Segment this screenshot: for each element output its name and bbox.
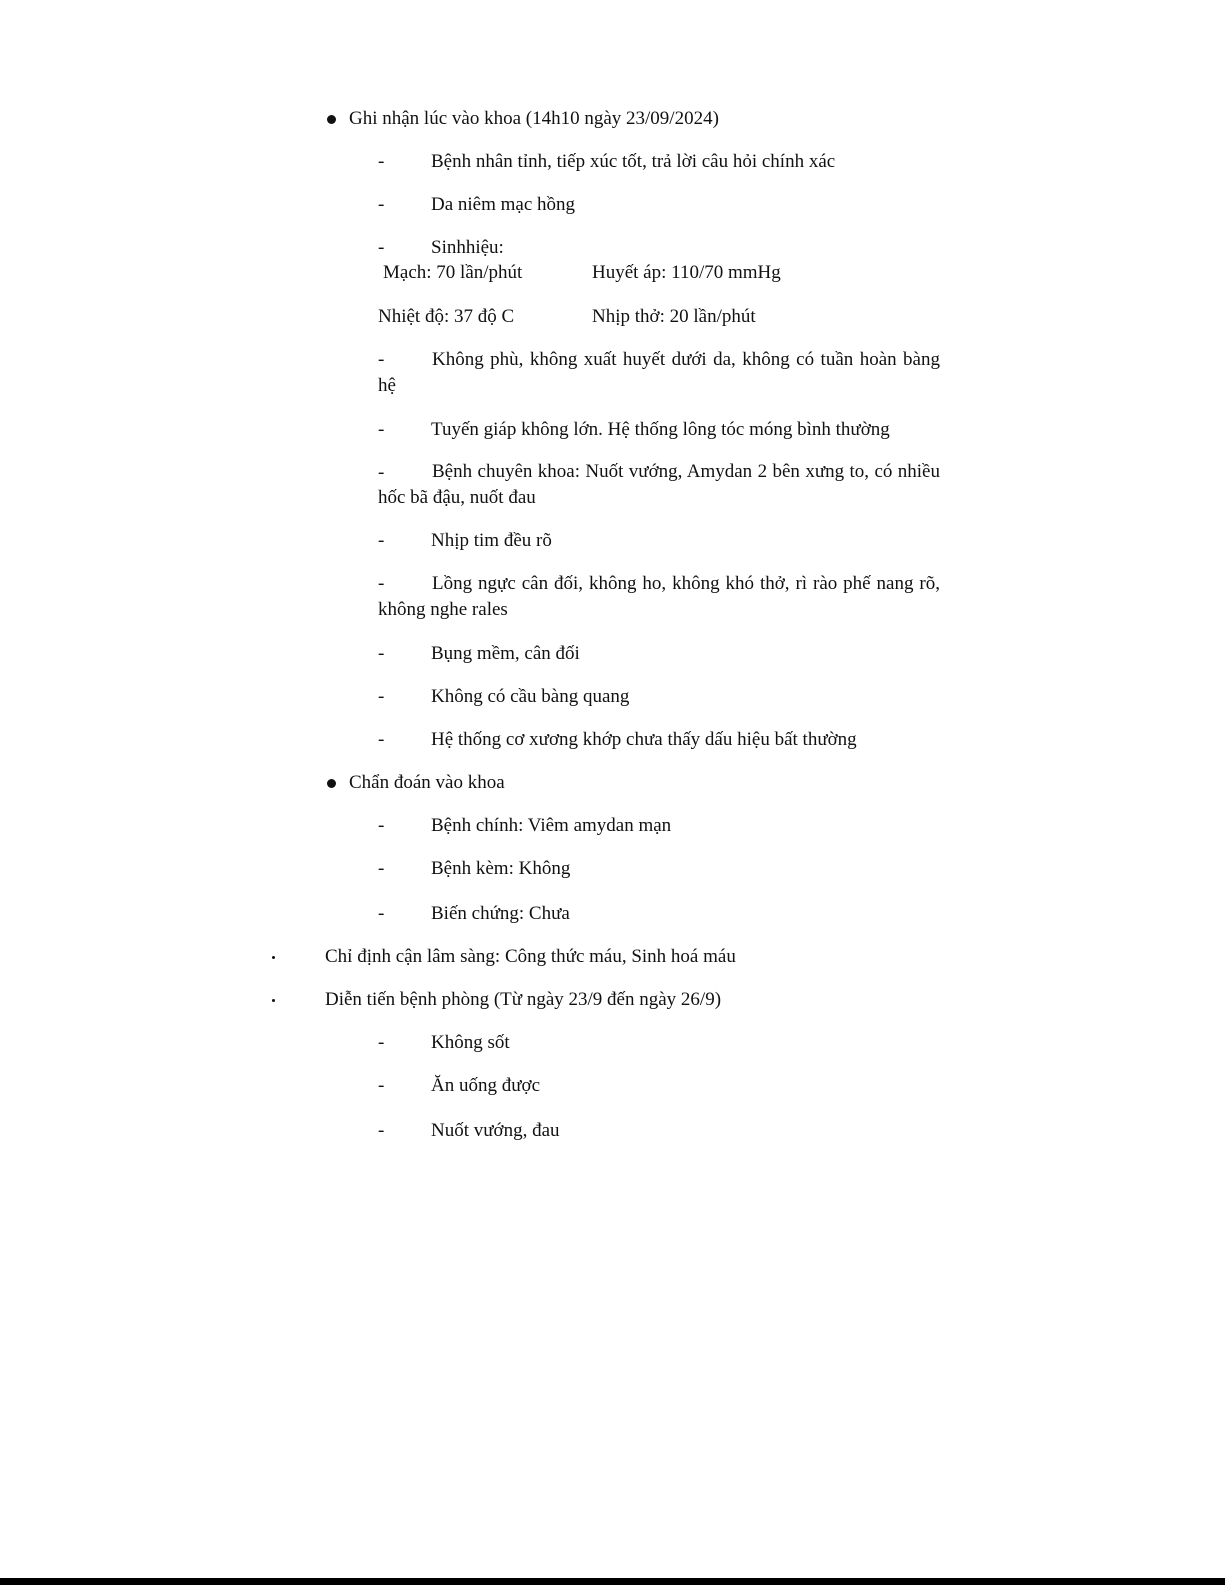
dash-marker: - bbox=[378, 1075, 385, 1096]
dash-marker: - bbox=[378, 151, 385, 172]
dash-marker: - bbox=[378, 903, 385, 924]
item-specialty bbox=[378, 459, 940, 511]
dash-marker: - bbox=[378, 1120, 385, 1141]
diagnosis-main: Bệnh chính: Viêm amydan mạn bbox=[431, 815, 672, 836]
item-edema bbox=[378, 347, 940, 399]
dash-marker: - bbox=[378, 1032, 385, 1053]
page-bottom-border bbox=[0, 1578, 1225, 1585]
item-thyroid: Tuyến giáp không lớn. Hệ thống lông tóc móng bình thường bbox=[431, 419, 890, 440]
bullet-icon bbox=[327, 115, 336, 124]
dash-marker: - bbox=[378, 686, 385, 707]
dash-marker: - bbox=[378, 729, 385, 750]
dash-marker: - bbox=[378, 815, 385, 836]
bullet-icon bbox=[327, 779, 336, 788]
dash-marker: - bbox=[378, 419, 385, 440]
dash-marker: - bbox=[378, 349, 385, 370]
item-edema-text: Không phù, không xuất huyết dưới da, không có tuần hoàn bàng hệ bbox=[378, 349, 940, 396]
dash-marker: - bbox=[378, 858, 385, 879]
item-lungs-text: Lồng ngực cân đối, không ho, không khó thở, rì rào phế nang rõ, không nghe rales bbox=[378, 573, 940, 620]
item-specialty-text: Bệnh chuyên khoa: Nuốt vướng, Amydan 2 bên xưng to, có nhiều hốc bã đậu, nuốt đau bbox=[378, 461, 940, 508]
progress-swallowing: Nuốt vướng, đau bbox=[431, 1120, 560, 1141]
item-lungs bbox=[378, 571, 940, 623]
vital-pulse: Mạch: 70 lần/phút bbox=[383, 262, 523, 283]
item-abdomen: Bụng mềm, cân đối bbox=[431, 643, 580, 664]
paraclinical-order: Chỉ định cận lâm sàng: Công thức máu, Sinh hoá máu bbox=[325, 946, 736, 967]
vital-blood-pressure: Huyết áp: 110/70 mmHg bbox=[592, 262, 781, 283]
section-admission-title: Ghi nhận lúc vào khoa (14h10 ngày 23/09/2024) bbox=[349, 108, 719, 129]
progress-fever: Không sốt bbox=[431, 1032, 510, 1053]
section-progress-title: Diễn tiến bệnh phòng (Từ ngày 23/9 đến ngày 26/9) bbox=[325, 989, 722, 1010]
small-bullet-icon bbox=[272, 956, 275, 959]
vital-respiration: Nhịp thở: 20 lần/phút bbox=[592, 306, 756, 327]
dash-marker: - bbox=[378, 462, 385, 483]
dash-marker: - bbox=[378, 643, 385, 664]
item-skin: Da niêm mạc hồng bbox=[431, 194, 576, 215]
item-vitals-label: Sinhhiệu: bbox=[431, 237, 504, 258]
dash-marker: - bbox=[378, 573, 385, 594]
small-bullet-icon bbox=[272, 999, 275, 1002]
vital-temperature: Nhiệt độ: 37 độ C bbox=[378, 306, 515, 327]
dash-marker: - bbox=[378, 237, 385, 258]
diagnosis-complication: Biến chứng: Chưa bbox=[431, 903, 570, 924]
item-heart: Nhịp tim đều rõ bbox=[431, 530, 552, 551]
diagnosis-comorbidity: Bệnh kèm: Không bbox=[431, 858, 571, 879]
dash-marker: - bbox=[378, 194, 385, 215]
item-consciousness: Bệnh nhân tỉnh, tiếp xúc tốt, trả lời câu hỏi chính xác bbox=[431, 151, 836, 172]
progress-eating: Ăn uống được bbox=[431, 1075, 540, 1096]
item-musculoskeletal: Hệ thống cơ xương khớp chưa thấy dấu hiệu bất thường bbox=[431, 729, 857, 750]
section-diagnosis-title: Chẩn đoán vào khoa bbox=[349, 772, 505, 793]
dash-marker: - bbox=[378, 530, 385, 551]
item-bladder: Không có cầu bàng quang bbox=[431, 686, 630, 707]
